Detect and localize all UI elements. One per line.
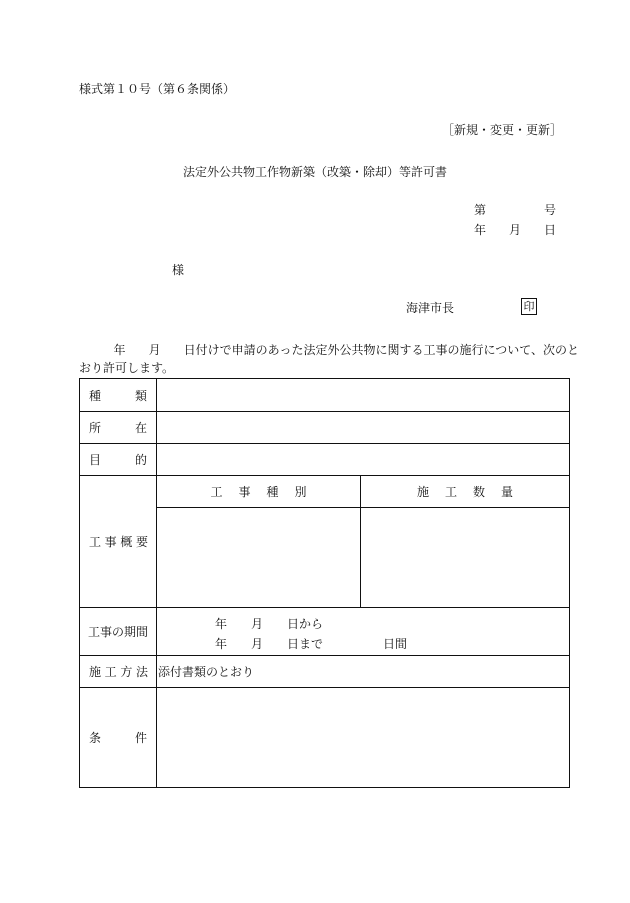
permit-form-table xyxy=(79,378,570,788)
value-work-kind[interactable] xyxy=(157,508,361,608)
value-method: 添付書類のとおり xyxy=(157,656,570,688)
value-type[interactable] xyxy=(157,379,570,412)
label-purpose: 目 的 xyxy=(80,444,157,476)
form-number: 様式第１０号（第６条関係） xyxy=(79,82,236,96)
header-work-kind: 工 事 種 別 xyxy=(157,476,361,508)
number-suffix: 号 xyxy=(543,203,556,217)
label-conditions: 条 件 xyxy=(80,688,157,788)
period-days: 日間 xyxy=(383,636,408,651)
intro-line-2: おり許可します。 xyxy=(79,361,175,375)
period-from: 年 月 日から xyxy=(215,616,324,631)
intro-text: 日付けで申請のあった法定外公共物に関する工事の施行について、次のと xyxy=(183,343,579,357)
label-type: 種 類 xyxy=(80,379,157,412)
issuer-name: 海津市長 xyxy=(406,301,455,315)
period-to: 年 月 日まで 日間 xyxy=(215,636,408,651)
seal-mark: 印 xyxy=(521,298,537,315)
value-quantity[interactable] xyxy=(361,508,570,608)
issue-day: 日 xyxy=(543,223,556,237)
issue-year: 年 xyxy=(474,223,487,237)
row-method xyxy=(80,656,570,688)
label-overview: 工 事 概 要 xyxy=(80,476,157,608)
label-location: 所 在 xyxy=(80,412,157,444)
intro-month: 月 xyxy=(148,343,161,357)
document-title: 法定外公共物工作物新築（改築・除却）等許可書 xyxy=(182,165,447,179)
addressee-honorific: 様 xyxy=(172,263,185,277)
application-type-selector: ［新規・変更・更新］ xyxy=(441,123,562,137)
issue-month: 月 xyxy=(508,223,521,237)
label-method: 施 工 方 法 xyxy=(80,656,157,688)
header-quantity: 施 工 数 量 xyxy=(361,476,570,508)
intro-year: 年 xyxy=(113,343,126,357)
row-overview-header xyxy=(80,476,570,508)
value-conditions[interactable] xyxy=(157,688,570,788)
issue-date-line xyxy=(474,222,556,238)
intro-line-1 xyxy=(79,342,579,358)
value-location[interactable] xyxy=(157,412,570,444)
row-purpose xyxy=(80,444,570,476)
label-period: 工事の期間 xyxy=(80,608,157,656)
value-purpose[interactable] xyxy=(157,444,570,476)
value-period xyxy=(157,608,570,656)
row-period xyxy=(80,608,570,656)
row-type xyxy=(80,379,570,412)
number-prefix: 第 xyxy=(474,203,487,217)
row-conditions xyxy=(80,688,570,788)
row-location xyxy=(80,412,570,444)
permit-number-line xyxy=(474,202,556,218)
